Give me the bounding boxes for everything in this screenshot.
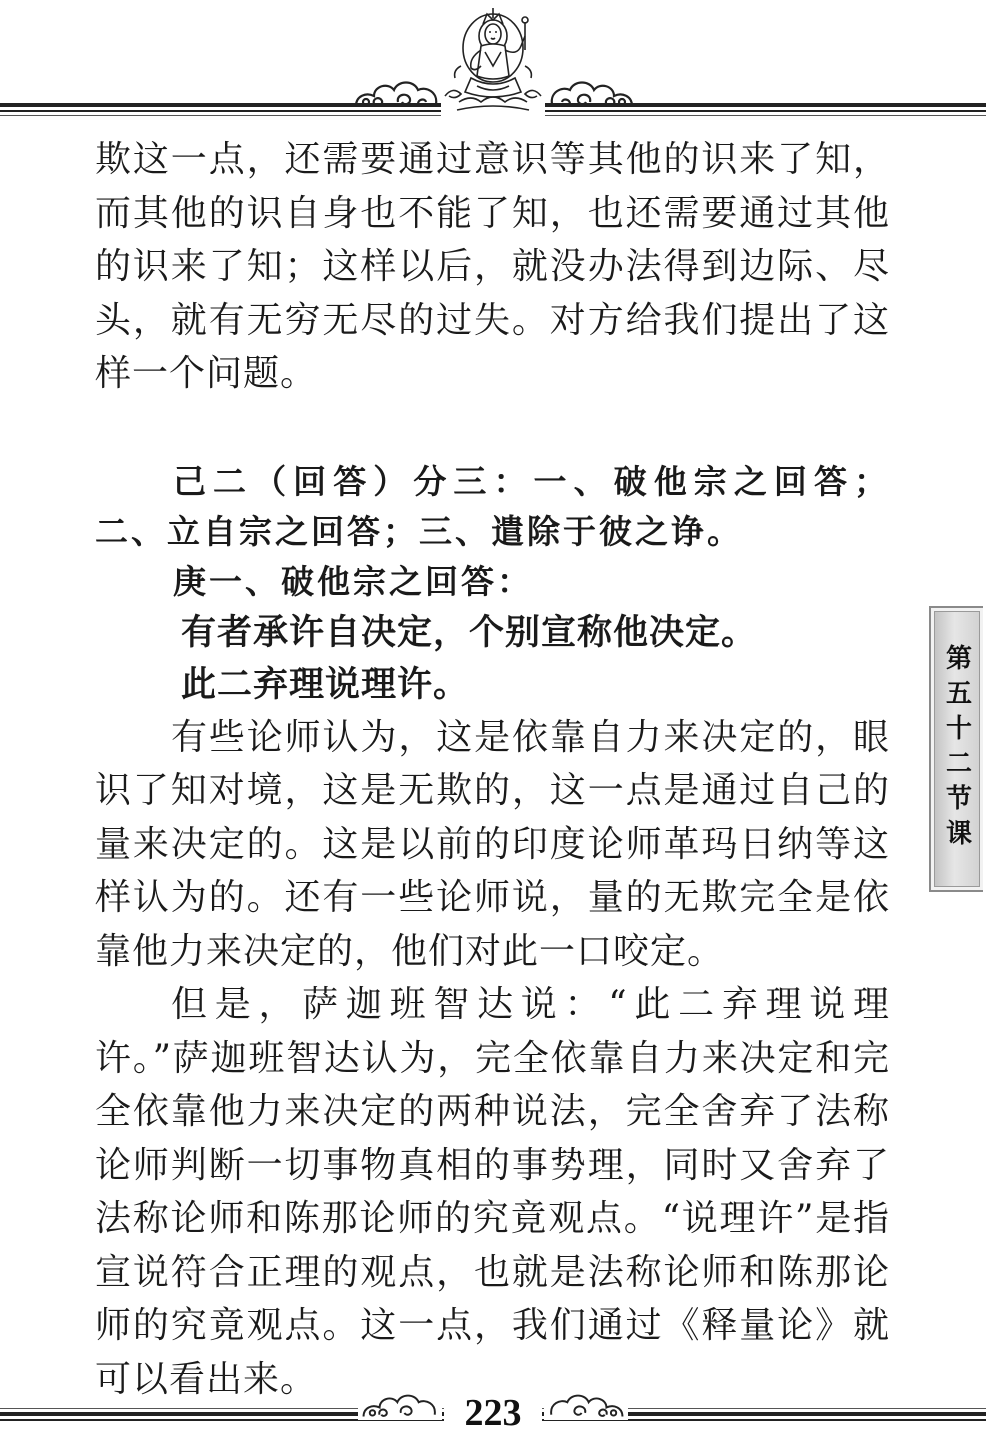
chapter-side-tab: [929, 606, 983, 892]
section-spacer: [95, 401, 890, 457]
main-text: [95, 133, 890, 1406]
outline-heading: 己二（回答）分三：一、破他宗之回答；二、立自宗之回答；三、遣除于彼之诤。: [95, 461, 890, 551]
cloud-ornament-right-icon: [546, 74, 636, 110]
root-verse-line: 有者承许自决定，个别宣称他决定。: [181, 612, 758, 653]
body-paragraph: 欺这一点，还需要通过意识等其他的识来了知，而其他的识自身也不能了知，也还需要通过其他的识来了知；这样以后，就没办法得到边际、尽头，就有无穷无尽的过失。对方给我们提出了这样一个问题。: [95, 139, 890, 394]
body-paragraph: 有些论师认为，这是依靠自力来决定的，眼识了知对境，这是无欺的，这一点是通过自己的量来决定的。这是以前的印度论师革玛日纳等这样认为的。还有一些论师说，量的无欺完全是依靠他力来决定的，他们对此一口咬定。: [95, 716, 890, 972]
page-header: [0, 0, 986, 130]
footer-cloud-left-icon: [358, 1388, 442, 1420]
chapter-side-tab-label: 第五十二节课: [941, 644, 972, 854]
root-verse-line: 此二弃理说理许。: [181, 664, 470, 705]
cloud-ornament-left-icon: [352, 74, 442, 110]
deity-emblem-icon: [441, 6, 545, 120]
outline-subheading: 庚一、破他宗之回答：: [173, 561, 533, 601]
body-paragraph: 但是，萨迦班智达说：“此二弃理说理许。”萨迦班智达认为，完全依靠自力来决定和完全依靠他力来决定的两种说法，完全舍弃了法称论师判断一切事物真相的事势理，同时又舍弃了法称论师和陈那论师的究竟观点。“说理许”是指宣说符合正理的观点，也就是法称论师和陈那论师的究竟观点。这一点，我们通过《释量论》就可以看出来。: [95, 984, 890, 1400]
footer-cloud-right-icon: [544, 1388, 628, 1420]
page-number: 223: [464, 1392, 522, 1434]
